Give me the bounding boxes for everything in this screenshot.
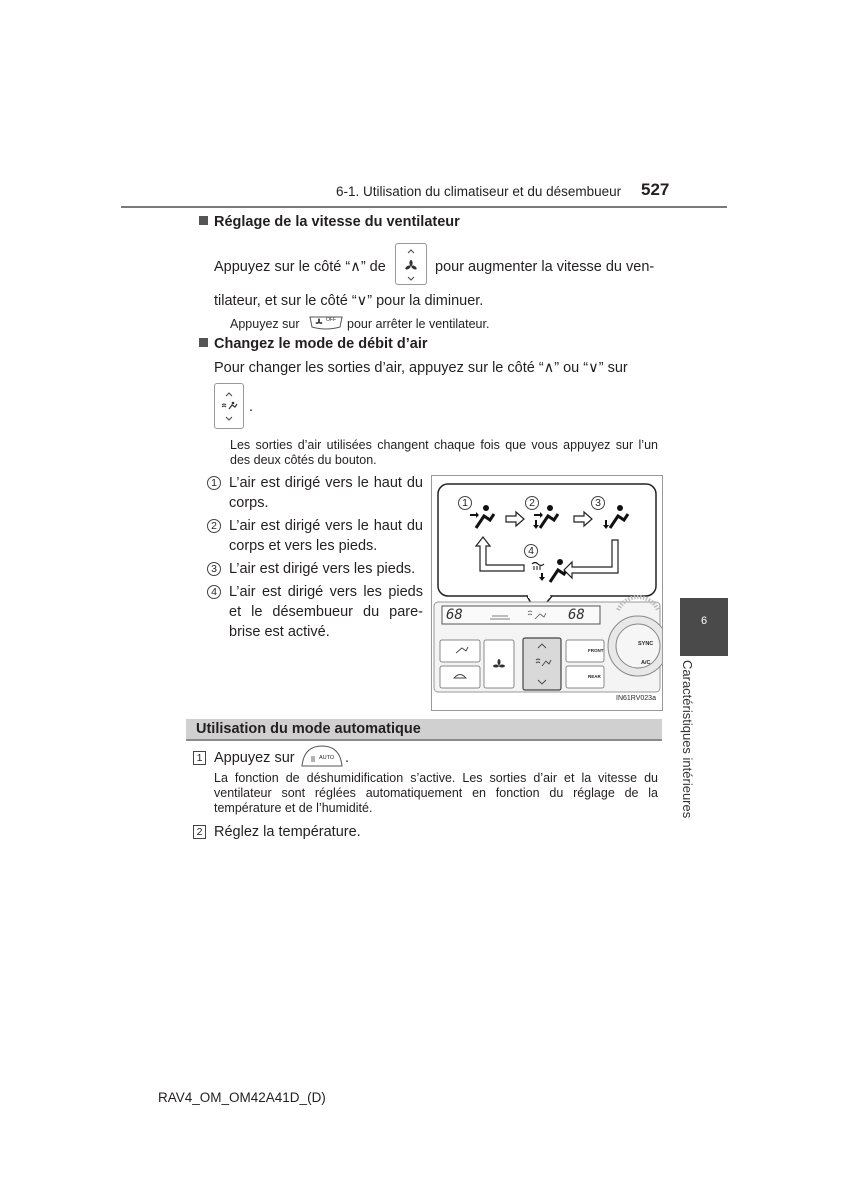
bullet-square-icon [199, 216, 208, 225]
chapter-tab-label: Caractéristiques intérieures [680, 660, 695, 819]
airflow-note: Les sorties d’air utilisées changent chaque fois que vous appuyez sur l’un des deux côtés du bouton. [230, 438, 658, 467]
footer-code: RAV4_OM_OM42A41D_(D) [158, 1090, 326, 1105]
header-rule [121, 206, 727, 208]
airflow-text-end: . [249, 399, 254, 415]
airflow-mode-button-icon [214, 383, 244, 429]
fan-off-note-part1: Appuyez sur [230, 317, 300, 331]
fan-off-button-label: OFF [326, 317, 336, 323]
diagram-ac-label: A/C [641, 660, 651, 666]
auto-mode-heading: Utilisation du mode automatique [186, 719, 662, 741]
auto-step-1: 1 Appuyez sur [193, 748, 295, 768]
airflow-heading: Changez le mode de débit d’air [199, 336, 428, 352]
diagram-label-1: 1 [458, 493, 472, 511]
diagram-label-3: 3 [591, 493, 605, 511]
fan-speed-text-line2: tilateur, et sur le côté “∨” pour la diminuer. [214, 293, 484, 309]
page-number: 527 [641, 180, 670, 199]
auto-step-2: 2 Réglez la température. [193, 822, 361, 842]
auto-button-icon [301, 745, 343, 767]
fan-speed-button-icon [395, 243, 427, 285]
auto-mode-note: La fonction de déshumidification s’active. Les sorties d’air et la vitesse du ventilateur sont réglées automatiquement en fonction du réglage de la température et de l’humidité. [214, 771, 658, 815]
diagram-sync-label: SYNC [638, 641, 654, 647]
list-item: 2 L’air est dirigé vers le haut du corps et vers les pieds. [207, 516, 423, 556]
airflow-text-line1: Pour changer les sorties d’air, appuyez sur le côté “∧” ou “∨” sur [214, 360, 628, 376]
fan-speed-text-part2: pour augmenter la vitesse du ven- [435, 259, 655, 275]
diagram-code: IN61RV023a [616, 695, 656, 702]
auto-button-label: AUTO [319, 755, 335, 761]
diagram-temp-right: 68 [568, 607, 585, 623]
chapter-tab: 6 [680, 598, 728, 656]
diagram-front-label: FRONT [588, 648, 604, 653]
list-item: 3 L’air est dirigé vers les pieds. [207, 559, 423, 579]
list-item: 1 L’air est dirigé vers le haut du corps. [207, 473, 423, 513]
fan-speed-heading: Réglage de la vitesse du ventilateur [199, 214, 460, 230]
auto-step-1-end: . [345, 750, 350, 766]
bullet-square-icon [199, 338, 208, 347]
diagram-label-4: 4 [524, 541, 538, 559]
list-item: 4 L’air est dirigé vers les pieds et le désembueur du pare-brise est activé. [207, 582, 423, 642]
fan-off-note-part2: pour arrêter le ventilateur. [347, 317, 490, 331]
diagram-rear-label: REAR [588, 674, 601, 679]
diagram-temp-left: 68 [446, 607, 463, 623]
diagram-label-2: 2 [525, 493, 539, 511]
running-header: 6-1. Utilisation du climatiseur et du désembueur [336, 184, 622, 199]
airflow-list [207, 473, 423, 642]
fan-off-button-icon [309, 315, 343, 331]
airflow-diagram [431, 475, 663, 711]
fan-speed-text-part1: Appuyez sur le côté “∧” de [214, 259, 386, 275]
